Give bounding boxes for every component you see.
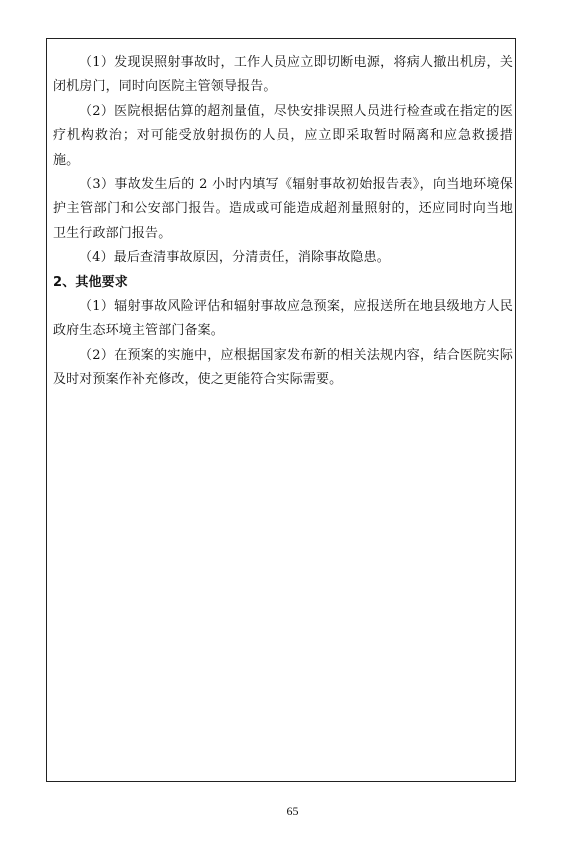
paragraph-3: （3）事故发生后的 2 小时内填写《辐射事故初始报告表》，向当地环境保护主管部门和公安部门报告。造成或可能造成超剂量照射的，还应同时向当地卫生行政部门报告。 bbox=[53, 177, 513, 241]
paragraph-2: （2）医院根据估算的超剂量值，尽快安排误照人员进行检查或在指定的医疗机构救治；对可能受放射损伤的人员，应立即采取暂时隔离和应急救援措施。 bbox=[53, 103, 513, 168]
document-body bbox=[53, 51, 513, 393]
section-paragraph-2: （2）在预案的实施中，应根据国家发布新的相关法规内容，结合医院实际及时对预案作补充修改，使之更能符合实际需要。 bbox=[53, 347, 513, 388]
page-number: 65 bbox=[286, 804, 299, 818]
paragraph-1: （1）发现误照射事故时，工作人员应立即切断电源，将病人撤出机房，关闭机房门，同时向医院主管领导报告。 bbox=[53, 55, 513, 95]
paragraph-4: （4）最后查清事故原因，分清责任，消除事故隐患。 bbox=[79, 250, 390, 266]
section-heading: 2、其他要求 bbox=[53, 274, 128, 290]
section-paragraph-1: （1）辐射事故风险评估和辐射事故应急预案，应报送所在地县级地方人民政府生态环境主管部门备案。 bbox=[53, 299, 513, 339]
